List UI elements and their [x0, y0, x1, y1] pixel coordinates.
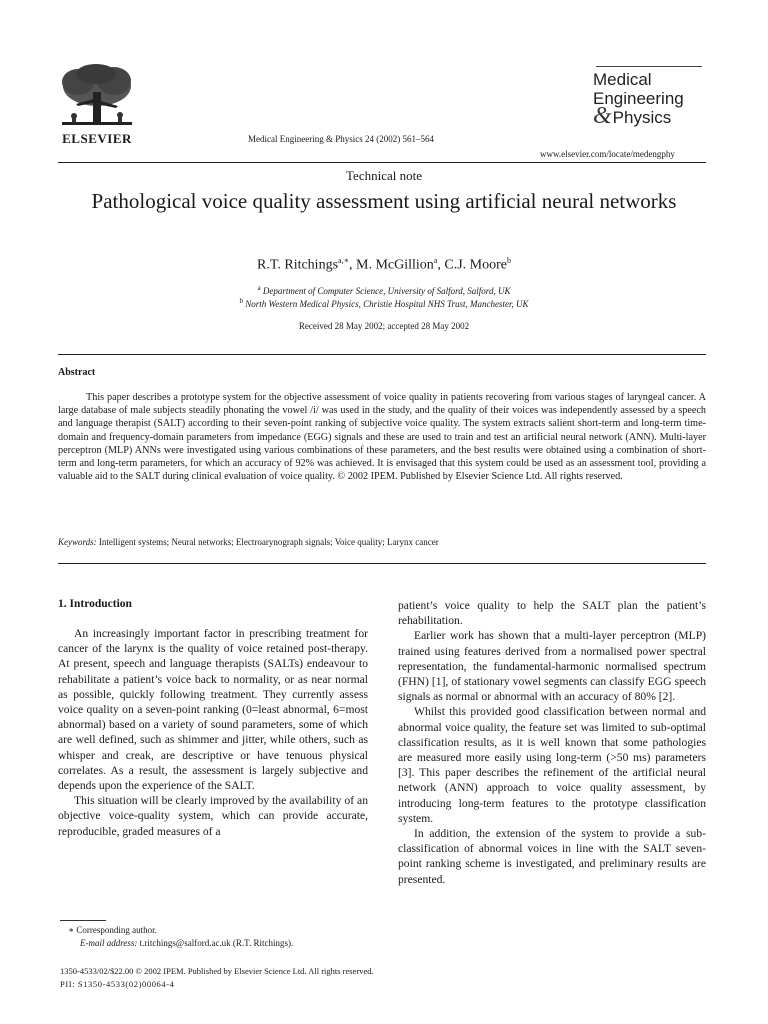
affiliation-text: North Western Medical Physics, Christie Hospital NHS Trust, Manchester, UK [245, 299, 529, 309]
email-note [80, 938, 293, 948]
paragraph: In addition, the extension of the system to provide a sub-classification of abnormal voices in line with the SALT seven-point ranking scheme is investigated, and preliminary results are presented. [398, 827, 706, 886]
tree-icon [56, 64, 138, 130]
paragraph: This situation will be clearly improved by the availability of an objective voice-quality system, which can provide accurate, reproducible, graded measures of a [58, 794, 368, 838]
affiliation [0, 297, 768, 309]
abstract-heading: Abstract [58, 367, 96, 378]
abstract-body: This paper describes a prototype system for the objective assessment of voice quality in patients recovering from various stages of laryngeal cancer. A large database of male subjects steadily phonating the vowel /i/ was used in the study, and the quality of their voices was independently assessed by a speech and language therapist (SALT) according to their seven-point ranking of subjective voice quality. The system extracts salient short-term and long-term time-domain and frequency-domain parameters from impedance (EGG) signals and these are used to train and test an artificial neural network (ANN). Multi-layer perceptron (MLP) ANNs were investigated using various combinations of these parameters, and the best results were obtained using a combination of short-term and long-term parameters, for which an accuracy of 92% was achieved. It is envisaged that this system could be used as an assessment tool, providing a valuable aid to the SALT during clinical evaluation of voice quality. © 2002 IPEM. Published by Elsevier Science Ltd. All rights reserved. [58, 392, 706, 483]
corresponding-author-note: ∗ Corresponding author. [68, 925, 157, 935]
author-name: M. McGillion [356, 257, 434, 273]
author-name: R.T. Ritchings [257, 257, 339, 273]
copyright-line: 1350-4533/02/$22.00 © 2002 IPEM. Published by Elsevier Science Ltd. All rights reserved. [60, 966, 374, 976]
author-list: R.T. Ritchings$^{a,∗}$, M. McGillion$^a$, C.J. Moore$^b$ [257, 256, 511, 273]
affiliation-text: Department of Computer Science, University of Salford, Salford, UK [262, 286, 511, 296]
paragraph: patient’s voice quality to help the SALT plan the patient’s rehabilitation. [398, 599, 706, 628]
received-date: Received 28 May 2002; accepted 28 May 2002 [298, 321, 470, 331]
keywords-list: Intelligent systems; Neural networks; Electroarynograph signals; Voice quality; Larynx cancer [98, 537, 439, 547]
affiliation [0, 284, 768, 296]
paragraph: Whilst this provided good classification between normal and abnormal voice quality, the feature set was limited to sub-optimal classification results, as it is well known that some pathologies are measured more easily using long-term (>50 ms) parameters [3]. This paper describes the refinement of the artificial neural network (ANN) approach to voice quality assessment, by introducing long-term features to the prototype classification system. [398, 705, 706, 825]
email-address[interactable]: t.ritchings@salford.ac.uk (R.T. Ritchings). [139, 938, 294, 948]
paragraph: Earlier work has shown that a multi-layer perceptron (MLP) trained using features derived from a normalised power spectral representation, the fundamental-harmonic normalised spectrum (FHN) [1], of stationary vowel segments can classify EGG speech signals as normal or abnormal with an accuracy of 80% [2]. [398, 629, 706, 704]
journal-logo-line3: Physics [612, 108, 672, 127]
email-label: E-mail address: [80, 938, 138, 948]
journal-logo-line1: Medical [593, 70, 652, 89]
keywords-label: Keywords: [58, 537, 97, 547]
journal-logo-amp: & [593, 103, 612, 129]
author-mark: a [433, 256, 438, 265]
keywords [58, 537, 439, 547]
paragraph: An increasingly important factor in prescribing treatment for cancer of the larynx is the quality of voice retained post-therapy. At present, speech and language therapists (SALTs) endeavour to rehabilitate a patient’s voice back to normality, or as near normal as possible, quickly following treatment. They currently assess voice quality on a seven-point ranking (0=least abnormal, 6=most abnormal) based on a variety of sound parameters, some of which are well defined, such as shimmer and jitter, while others, such as whisper and creak, are descriptive or have tenuous physical correlates. As a result, the assessment is largely subjective and depends upon the experience of the SALT. [58, 627, 368, 793]
header-rule [58, 162, 706, 163]
affiliation-mark: b [239, 297, 244, 305]
author-name: C.J. Moore [444, 257, 507, 273]
abstract-bottom-rule [58, 563, 706, 564]
article-type: Technical note [346, 168, 422, 183]
left-column [58, 626, 368, 839]
journal-logo-line2: Engineering [593, 89, 684, 108]
pii-line: PII: S1350-4533(02)00064-4 [60, 979, 175, 989]
journal-citation: Medical Engineering & Physics 24 (2002) 561–564 [248, 134, 434, 144]
paper-title: Pathological voice quality assessment using artificial neural networks [91, 189, 677, 213]
abstract-top-rule [58, 354, 706, 355]
affiliation-mark: a [257, 284, 261, 292]
journal-logo [593, 70, 705, 127]
journal-url[interactable]: www.elsevier.com/locate/medengphy [540, 149, 675, 159]
section-heading: 1. Introduction [58, 598, 132, 610]
author-mark: b [507, 256, 511, 265]
journal-logo-line3-wrap [593, 103, 705, 129]
right-column [398, 598, 706, 887]
journal-logo-rule [596, 66, 702, 67]
footnote-rule [60, 920, 106, 921]
publisher-name: ELSEVIER [62, 131, 132, 146]
author-mark: a,∗ [338, 256, 350, 265]
